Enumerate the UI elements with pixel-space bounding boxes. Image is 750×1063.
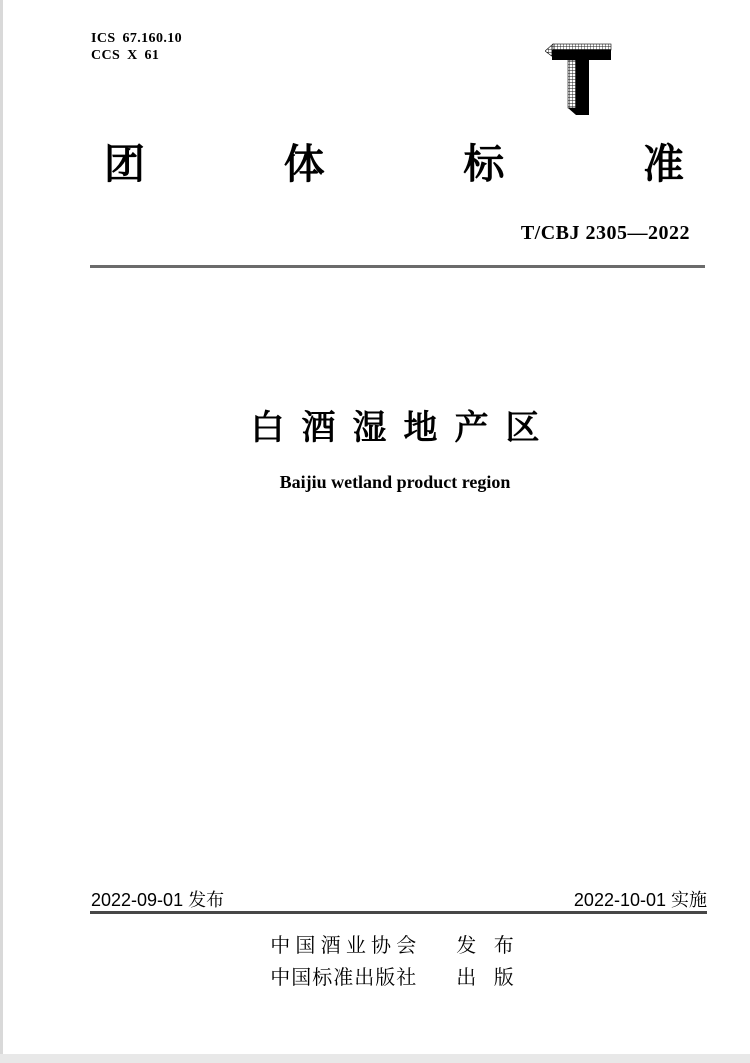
ccs-code: CCS X 61 — [91, 48, 160, 63]
document-heading — [104, 138, 684, 190]
classification-codes — [91, 30, 182, 64]
publisher-org: 中国酒业协会 — [270, 935, 417, 957]
publisher-role: 发 布 — [456, 935, 520, 957]
ics-code: ICS 67.160.10 — [91, 31, 183, 46]
standard-number: T/CBJ 2305—2022 — [520, 222, 690, 244]
header-rule — [90, 265, 705, 268]
publisher-org: 中国标准出版社 — [270, 967, 417, 989]
heading-char: 体 — [283, 141, 325, 187]
scan-edge-left — [0, 0, 3, 1063]
heading-char: 团 — [104, 141, 145, 187]
publishers-block — [90, 934, 700, 990]
group-standard-logo-icon — [545, 43, 612, 116]
publisher-row — [270, 934, 520, 958]
publisher-row — [270, 966, 520, 990]
footer-rule — [90, 911, 707, 914]
standard-title-zh: 白酒湿地产区 — [250, 409, 557, 447]
publisher-role: 出 版 — [456, 967, 520, 989]
date-row — [91, 886, 707, 912]
issue-date: 2022-09-01 发布 — [91, 890, 225, 910]
standard-title-en: Baijiu wetland product region — [279, 472, 511, 492]
scan-edge-bottom — [0, 1054, 750, 1063]
heading-char: 标 — [463, 141, 505, 187]
heading-char: 准 — [642, 141, 684, 187]
implement-date: 2022-10-01 实施 — [573, 890, 707, 910]
